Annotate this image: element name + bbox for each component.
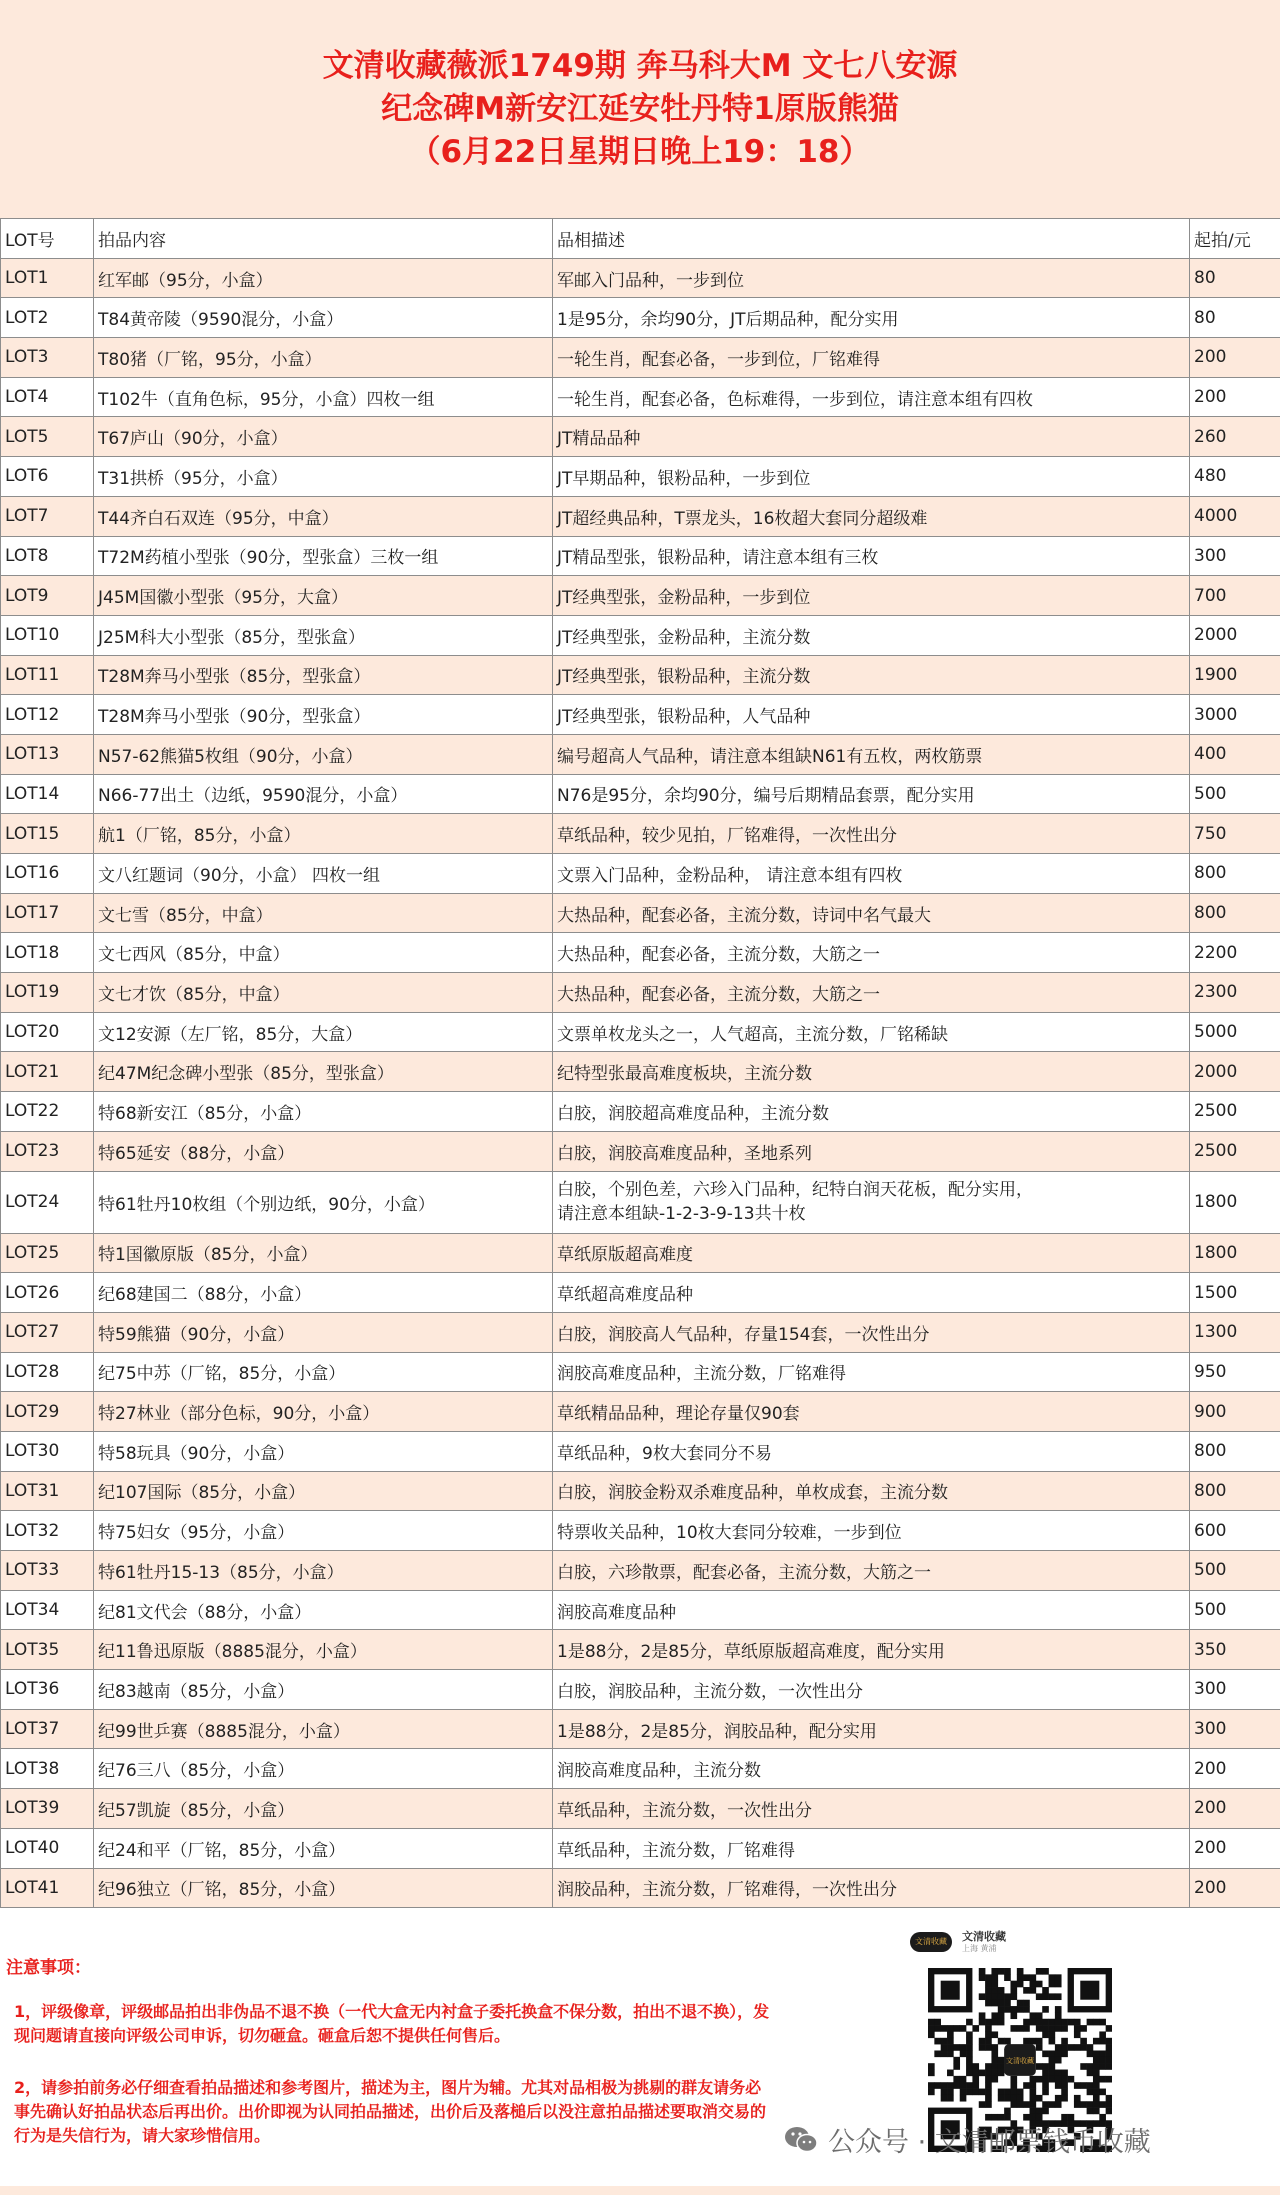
- cell-lot: LOT27: [1, 1312, 94, 1352]
- table-row: [1, 1171, 1280, 1233]
- table-row: [1, 933, 1280, 973]
- cell-lot: LOT5: [1, 417, 94, 457]
- table-row: [1, 1092, 1280, 1132]
- cell-price: 500: [1190, 1590, 1280, 1630]
- table-row: [1, 854, 1280, 894]
- cell-description: JT精品型张，银粉品种，请注意本组有三枚: [553, 536, 1190, 576]
- cell-lot: LOT19: [1, 973, 94, 1013]
- cell-price: 2500: [1190, 1131, 1280, 1171]
- cell-item: 文七西风（85分，中盒）: [94, 933, 553, 973]
- cell-item: 文12安源（左厂铭，85分，大盒）: [94, 1012, 553, 1052]
- table-row: [1, 1012, 1280, 1052]
- column-header-lot: LOT号: [1, 219, 94, 259]
- cell-lot: LOT23: [1, 1131, 94, 1171]
- cell-item: N57-62熊猫5枚组（90分，小盒）: [94, 734, 553, 774]
- cell-price: 200: [1190, 1828, 1280, 1868]
- table-row: [1, 1630, 1280, 1670]
- cell-item: 特68新安江（85分，小盒）: [94, 1092, 553, 1132]
- table-row: [1, 1273, 1280, 1313]
- cell-description: 1是95分，余均90分，JT后期品种，配分实用: [553, 298, 1190, 338]
- table-row: [1, 1392, 1280, 1432]
- cell-description: JT经典型张，金粉品种，一步到位: [553, 576, 1190, 616]
- cell-price: 600: [1190, 1511, 1280, 1551]
- cell-item: T67庐山（90分，小盒）: [94, 417, 553, 457]
- column-header-description: 品相描述: [553, 219, 1190, 259]
- cell-lot: LOT15: [1, 814, 94, 854]
- cell-description: 文票单枚龙头之一，人气超高，主流分数，厂铭稀缺: [553, 1012, 1190, 1052]
- cell-lot: LOT29: [1, 1392, 94, 1432]
- cell-item: 文七雪（85分，中盒）: [94, 893, 553, 933]
- cell-description: 白胶，润胶高难度品种，圣地系列: [553, 1131, 1190, 1171]
- cell-lot: LOT12: [1, 695, 94, 735]
- cell-price: 2000: [1190, 615, 1280, 655]
- cell-lot: LOT4: [1, 377, 94, 417]
- cell-description: 1是88分，2是85分，润胶品种，配分实用: [553, 1709, 1190, 1749]
- table-row: [1, 695, 1280, 735]
- cell-item: 特75妇女（95分，小盒）: [94, 1511, 553, 1551]
- cell-item: 纪24和平（厂铭，85分，小盒）: [94, 1828, 553, 1868]
- cell-item: N66-77出土（边纸，9590混分，小盒）: [94, 774, 553, 814]
- header: [0, 0, 1280, 218]
- cell-price: 1800: [1190, 1233, 1280, 1273]
- cell-lot: LOT39: [1, 1789, 94, 1829]
- cell-price: 200: [1190, 338, 1280, 378]
- table-row: [1, 1670, 1280, 1710]
- brand-name: 文清收藏: [962, 1930, 1006, 1944]
- cell-lot: LOT28: [1, 1352, 94, 1392]
- cell-description: JT精品品种: [553, 417, 1190, 457]
- cell-description: 一轮生肖，配套必备，色标难得，一步到位，请注意本组有四枚: [553, 377, 1190, 417]
- cell-lot: LOT21: [1, 1052, 94, 1092]
- cell-item: 特65延安（88分，小盒）: [94, 1131, 553, 1171]
- cell-description: 大热品种，配套必备，主流分数，大筋之一: [553, 933, 1190, 973]
- cell-price: 1900: [1190, 655, 1280, 695]
- cell-price: 80: [1190, 258, 1280, 298]
- cell-description: 一轮生肖，配套必备，一步到位，厂铭难得: [553, 338, 1190, 378]
- cell-lot: LOT18: [1, 933, 94, 973]
- cell-item: 纪107国际（85分，小盒）: [94, 1471, 553, 1511]
- cell-item: 红军邮（95分，小盒）: [94, 258, 553, 298]
- cell-lot: LOT38: [1, 1749, 94, 1789]
- cell-lot: LOT14: [1, 774, 94, 814]
- cell-description: 草纸超高难度品种: [553, 1273, 1190, 1313]
- table-header-row: [1, 219, 1280, 259]
- cell-price: 500: [1190, 1551, 1280, 1591]
- cell-description: 草纸品种，主流分数，厂铭难得: [553, 1828, 1190, 1868]
- cell-price: 800: [1190, 1471, 1280, 1511]
- cell-description: 润胶高难度品种，主流分数: [553, 1749, 1190, 1789]
- brand-row: [910, 1928, 1130, 1958]
- cell-item: T31拱桥（95分，小盒）: [94, 457, 553, 497]
- table-row: [1, 377, 1280, 417]
- cell-item: T80猪（厂铭，95分，小盒）: [94, 338, 553, 378]
- cell-price: 480: [1190, 457, 1280, 497]
- cell-item: 纪68建国二（88分，小盒）: [94, 1273, 553, 1313]
- cell-price: 900: [1190, 1392, 1280, 1432]
- cell-description: JT经典型张，银粉品种，人气品种: [553, 695, 1190, 735]
- table-row: [1, 1749, 1280, 1789]
- cell-price: 400: [1190, 734, 1280, 774]
- table-row: [1, 1312, 1280, 1352]
- cell-item: 纪96独立（厂铭，85分，小盒）: [94, 1868, 553, 1908]
- cell-price: 200: [1190, 377, 1280, 417]
- cell-description: 润胶高难度品种，主流分数，厂铭难得: [553, 1352, 1190, 1392]
- cell-price: 1500: [1190, 1273, 1280, 1313]
- cell-description: 1是88分，2是85分，草纸原版超高难度，配分实用: [553, 1630, 1190, 1670]
- table-row: [1, 615, 1280, 655]
- cell-item: 纪75中苏（厂铭，85分，小盒）: [94, 1352, 553, 1392]
- cell-price: 350: [1190, 1630, 1280, 1670]
- watermark-text: 公众号 · 文清邮票钱币收藏: [828, 2127, 1151, 2159]
- brand-logo: 文清收藏: [910, 1932, 952, 1952]
- column-header-item: 拍品内容: [94, 219, 553, 259]
- cell-description: 润胶高难度品种: [553, 1590, 1190, 1630]
- cell-lot: LOT25: [1, 1233, 94, 1273]
- cell-item: T102牛（直角色标，95分，小盒）四枚一组: [94, 377, 553, 417]
- cell-item: 纪83越南（85分，小盒）: [94, 1670, 553, 1710]
- cell-description: 白胶，润胶品种，主流分数，一次性出分: [553, 1670, 1190, 1710]
- cell-price: 300: [1190, 1670, 1280, 1710]
- cell-lot: LOT26: [1, 1273, 94, 1313]
- cell-item: 航1（厂铭，85分，小盒）: [94, 814, 553, 854]
- cell-description: 纪特型张最高难度板块，主流分数: [553, 1052, 1190, 1092]
- cell-price: 200: [1190, 1789, 1280, 1829]
- note-1: 1，评级像章，评级邮品拍出非伪品不退不换（一代大盒无内衬盒子委托换盒不保分数，拍出不退不换），发现问题请直接向评级公司申诉，切勿砸盒。砸盒后恕不提供任何售后。: [14, 2002, 770, 2046]
- table-row: [1, 1131, 1280, 1171]
- cell-item: 文七才饮（85分，中盒）: [94, 973, 553, 1013]
- cell-item: 纪11鲁迅原版（8885混分，小盒）: [94, 1630, 553, 1670]
- cell-description: JT经典型张，金粉品种，主流分数: [553, 615, 1190, 655]
- cell-price: 4000: [1190, 496, 1280, 536]
- cell-description: 编号超高人气品种，请注意本组缺N61有五枚，两枚筋票: [553, 734, 1190, 774]
- page-title-line-2: 纪念碑M新安江延安牡丹特1原版熊猫: [381, 90, 899, 127]
- cell-description: 文票入门品种，金粉品种， 请注意本组有四枚: [553, 854, 1190, 894]
- table-row: [1, 1590, 1280, 1630]
- cell-lot: LOT3: [1, 338, 94, 378]
- cell-description: 白胶，润胶金粉双杀难度品种，单枚成套，主流分数: [553, 1471, 1190, 1511]
- table-row: [1, 1789, 1280, 1829]
- table-row: [1, 1431, 1280, 1471]
- cell-item: 特58玩具（90分，小盒）: [94, 1431, 553, 1471]
- cell-price: 80: [1190, 298, 1280, 338]
- cell-lot: LOT8: [1, 536, 94, 576]
- cell-price: 800: [1190, 1431, 1280, 1471]
- cell-price: 200: [1190, 1749, 1280, 1789]
- table-body: [1, 258, 1280, 1908]
- watermark: [784, 2120, 1151, 2159]
- cell-description: 大热品种，配套必备，主流分数，诗词中名气最大: [553, 893, 1190, 933]
- table-row: [1, 1352, 1280, 1392]
- table-row: [1, 298, 1280, 338]
- cell-item: T28M奔马小型张（85分，型张盒）: [94, 655, 553, 695]
- table-row: [1, 1709, 1280, 1749]
- cell-item: J25M科大小型张（85分，型张盒）: [94, 615, 553, 655]
- cell-lot: LOT32: [1, 1511, 94, 1551]
- cell-price: 2500: [1190, 1092, 1280, 1132]
- cell-price: 2000: [1190, 1052, 1280, 1092]
- cell-price: 500: [1190, 774, 1280, 814]
- cell-price: 800: [1190, 893, 1280, 933]
- cell-price: 1300: [1190, 1312, 1280, 1352]
- cell-description: 特票收关品种，10枚大套同分较难，一步到位: [553, 1511, 1190, 1551]
- cell-lot: LOT34: [1, 1590, 94, 1630]
- cell-description: 润胶品种，主流分数，厂铭难得，一次性出分: [553, 1868, 1190, 1908]
- cell-description: N76是95分，余均90分，编号后期精品套票，配分实用: [553, 774, 1190, 814]
- cell-item: T44齐白石双连（95分，中盒）: [94, 496, 553, 536]
- cell-item: T84黄帝陵（9590混分，小盒）: [94, 298, 553, 338]
- cell-item: J45M国徽小型张（95分，大盒）: [94, 576, 553, 616]
- note-2: 2，请参拍前务必仔细查看拍品描述和参考图片，描述为主，图片为辅。尤其对品相极为挑剔的群友请务必事先确认好拍品状态后再出价。出价即视为认同拍品描述，出价后及落槌后以没注意拍品描述要取消交易的行为是失信行为，请大家珍惜信用。: [14, 2078, 767, 2146]
- cell-lot: LOT11: [1, 655, 94, 695]
- table-row: [1, 1511, 1280, 1551]
- cell-lot: LOT40: [1, 1828, 94, 1868]
- table-row: [1, 576, 1280, 616]
- qr-center-logo: 文清收藏: [1006, 2057, 1034, 2066]
- table-row: [1, 774, 1280, 814]
- table-row: [1, 655, 1280, 695]
- cell-lot: LOT31: [1, 1471, 94, 1511]
- cell-lot: LOT24: [1, 1171, 94, 1233]
- cell-lot: LOT35: [1, 1630, 94, 1670]
- cell-item: T28M奔马小型张（90分，型张盒）: [94, 695, 553, 735]
- cell-price: 2300: [1190, 973, 1280, 1013]
- cell-item: 纪47M纪念碑小型张（85分，型张盒）: [94, 1052, 553, 1092]
- cell-description: 草纸精品品种，理论存量仅90套: [553, 1392, 1190, 1432]
- cell-price: 5000: [1190, 1012, 1280, 1052]
- column-header-price: 起拍/元: [1190, 219, 1280, 259]
- table-row: [1, 814, 1280, 854]
- cell-lot: LOT22: [1, 1092, 94, 1132]
- cell-lot: LOT1: [1, 258, 94, 298]
- cell-item: 特59熊猫（90分，小盒）: [94, 1312, 553, 1352]
- cell-lot: LOT37: [1, 1709, 94, 1749]
- cell-lot: LOT13: [1, 734, 94, 774]
- table-row: [1, 338, 1280, 378]
- cell-lot: LOT41: [1, 1868, 94, 1908]
- cell-price: 700: [1190, 576, 1280, 616]
- cell-lot: LOT20: [1, 1012, 94, 1052]
- table-row: [1, 1551, 1280, 1591]
- cell-price: 1800: [1190, 1171, 1280, 1233]
- cell-price: 950: [1190, 1352, 1280, 1392]
- cell-lot: LOT30: [1, 1431, 94, 1471]
- table-row: [1, 1052, 1280, 1092]
- cell-description: JT经典型张，银粉品种，主流分数: [553, 655, 1190, 695]
- cell-item: 纪99世乒赛（8885混分，小盒）: [94, 1709, 553, 1749]
- cell-item: 纪57凯旋（85分，小盒）: [94, 1789, 553, 1829]
- cell-description: 草纸品种，9枚大套同分不易: [553, 1431, 1190, 1471]
- table-row: [1, 258, 1280, 298]
- table-row: [1, 893, 1280, 933]
- cell-price: 200: [1190, 1868, 1280, 1908]
- cell-lot: LOT10: [1, 615, 94, 655]
- cell-item: 特61牡丹10枚组（个别边纸，90分，小盒）: [94, 1171, 553, 1233]
- cell-price: 300: [1190, 536, 1280, 576]
- cell-description: JT早期品种，银粉品种，一步到位: [553, 457, 1190, 497]
- cell-item: 特61牡丹15-13（85分，小盒）: [94, 1551, 553, 1591]
- cell-price: 800: [1190, 854, 1280, 894]
- lots-table: [0, 218, 1280, 1908]
- cell-lot: LOT2: [1, 298, 94, 338]
- cell-price: 3000: [1190, 695, 1280, 735]
- table-row: [1, 1828, 1280, 1868]
- cell-price: 750: [1190, 814, 1280, 854]
- cell-description: 白胶，润胶高人气品种，存量154套，一次性出分: [553, 1312, 1190, 1352]
- cell-description: 草纸原版超高难度: [553, 1233, 1190, 1273]
- page-title-line-3: （6月22日星期日晚上19：18）: [409, 133, 871, 170]
- cell-description: 大热品种，配套必备，主流分数，大筋之一: [553, 973, 1190, 1013]
- cell-description: 军邮入门品种，一步到位: [553, 258, 1190, 298]
- notes-section: [0, 1908, 1280, 2186]
- table-row: [1, 734, 1280, 774]
- cell-description: 草纸品种，主流分数，一次性出分: [553, 1789, 1190, 1829]
- table-row: [1, 417, 1280, 457]
- cell-item: 文八红题词（90分，小盒） 四枚一组: [94, 854, 553, 894]
- cell-description: 白胶，个别色差，六珍入门品种，纪特白润天花板，配分实用， 请注意本组缺-1-2-3-9-13共十枚: [553, 1171, 1190, 1233]
- cell-item: 纪81文代会（88分，小盒）: [94, 1590, 553, 1630]
- table-row: [1, 1471, 1280, 1511]
- cell-item: 特27林业（部分色标，90分，小盒）: [94, 1392, 553, 1432]
- table-row: [1, 1233, 1280, 1273]
- page-title-line-1: 文清收藏薇派1749期 奔马科大M 文七八安源: [322, 47, 958, 84]
- cell-lot: LOT9: [1, 576, 94, 616]
- table-row: [1, 973, 1280, 1013]
- table-row: [1, 536, 1280, 576]
- cell-lot: LOT16: [1, 854, 94, 894]
- table-row: [1, 496, 1280, 536]
- cell-lot: LOT6: [1, 457, 94, 497]
- cell-description: JT超经典品种，T票龙头，16枚超大套同分超级难: [553, 496, 1190, 536]
- wechat-icon: [784, 2125, 818, 2155]
- cell-description: 草纸品种，较少见拍，厂铭难得，一次性出分: [553, 814, 1190, 854]
- cell-price: 2200: [1190, 933, 1280, 973]
- cell-lot: LOT17: [1, 893, 94, 933]
- notes-title: 注意事项：: [6, 1958, 91, 1979]
- brand-subtitle: 上海 黄浦: [962, 1944, 997, 1954]
- cell-lot: LOT7: [1, 496, 94, 536]
- cell-price: 300: [1190, 1709, 1280, 1749]
- cell-price: 260: [1190, 417, 1280, 457]
- cell-item: 纪76三八（85分，小盒）: [94, 1749, 553, 1789]
- cell-description: 白胶，润胶超高难度品种，主流分数: [553, 1092, 1190, 1132]
- cell-item: 特1国徽原版（85分，小盒）: [94, 1233, 553, 1273]
- table-row: [1, 457, 1280, 497]
- cell-item: T72M药植小型张（90分，型张盒）三枚一组: [94, 536, 553, 576]
- table-row: [1, 1868, 1280, 1908]
- cell-lot: LOT36: [1, 1670, 94, 1710]
- cell-lot: LOT33: [1, 1551, 94, 1591]
- cell-description: 白胶，六珍散票，配套必备，主流分数，大筋之一: [553, 1551, 1190, 1591]
